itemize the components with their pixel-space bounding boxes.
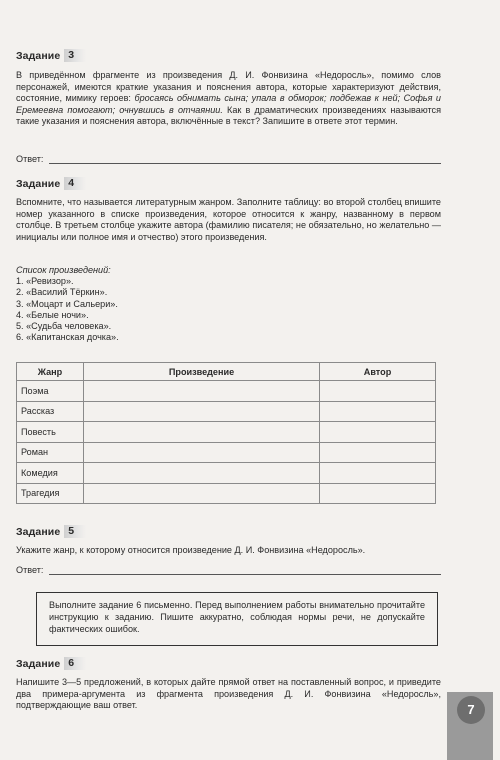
task-3-answer-line[interactable]: [49, 154, 441, 164]
genre-cell: Трагедия: [17, 483, 84, 504]
author-cell[interactable]: [320, 483, 436, 504]
list-item: 6. «Капитанская дочка».: [16, 332, 119, 343]
table-row: [17, 483, 436, 504]
author-cell[interactable]: [320, 442, 436, 463]
task-5-label: Задание: [16, 525, 61, 538]
table-row: [17, 442, 436, 463]
task-6-number: 6: [64, 657, 86, 670]
task-3-text-a: В приведённом фрагменте из произведения Д. И. Фонвизина «Недоросль», помимо слов персонажей, имеются краткие указания и пояснения автора, которые характеризуют действия, состояние, мимику героев:: [16, 70, 441, 104]
list-item: 3. «Моцарт и Сальери».: [16, 298, 118, 309]
task-3-text-b: Как в драматических произведениях называются такие указания и пояснения автора, включённые в текст? Запишите в ответе этот термин.: [16, 104, 441, 127]
table-row: [17, 422, 436, 443]
task-5-text: Укажите жанр, к которому относится произведение Д. И. Фонвизина «Недоросль».: [16, 545, 366, 555]
page-number: 7: [457, 696, 485, 724]
genre-cell: Комедия: [17, 463, 84, 484]
table-row: [17, 463, 436, 484]
task-4-heading: [16, 177, 86, 190]
genre-cell: Повесть: [17, 422, 84, 443]
table-header-row: [17, 363, 436, 381]
works-list: [16, 265, 119, 343]
list-item: 2. «Василий Тёркин».: [16, 287, 108, 298]
work-cell[interactable]: [84, 442, 320, 463]
task-4-number: 4: [64, 177, 86, 190]
page-number-badge: [447, 692, 493, 760]
list-item: 4. «Белые ночи».: [16, 309, 89, 320]
author-cell[interactable]: [320, 422, 436, 443]
genre-cell: Рассказ: [17, 401, 84, 422]
list-item: 5. «Судьба человека».: [16, 321, 112, 332]
author-cell[interactable]: [320, 401, 436, 422]
task-5-heading: [16, 525, 86, 538]
author-cell[interactable]: [320, 463, 436, 484]
task-3-text-italic: бросаясь обнимать сына; упала в обморок; подбежав к ней; Софья и Еремеевна помогают; очнувшись в отчаянии.: [16, 93, 441, 115]
task-3-text: [16, 70, 441, 128]
task-3-label: Задание: [16, 49, 61, 62]
task-6-heading: [16, 657, 86, 670]
task-3-number: 3: [64, 49, 86, 62]
header-work: Произведение: [84, 363, 320, 381]
task-5-number: 5: [64, 525, 86, 538]
task-6-label: Задание: [16, 657, 61, 670]
task-3-heading: [16, 49, 86, 62]
work-cell[interactable]: [84, 381, 320, 402]
list-item: 1. «Ревизор».: [16, 276, 74, 287]
author-cell[interactable]: [320, 381, 436, 402]
works-list-title: Список произведений:: [16, 265, 111, 275]
task-4-label: Задание: [16, 177, 61, 190]
work-cell[interactable]: [84, 463, 320, 484]
work-cell[interactable]: [84, 422, 320, 443]
task-5-answer-line[interactable]: [49, 565, 441, 575]
genre-cell: Поэма: [17, 381, 84, 402]
work-cell[interactable]: [84, 483, 320, 504]
task-5-answer-label: Ответ:: [16, 565, 44, 575]
table-row: [17, 381, 436, 402]
header-genre: Жанр: [17, 363, 84, 381]
genre-cell: Роман: [17, 442, 84, 463]
work-cell[interactable]: [84, 401, 320, 422]
table-row: [17, 401, 436, 422]
header-author: Автор: [320, 363, 436, 381]
instruction-box: Выполните задание 6 письменно. Перед выполнением работы внимательно прочитайте инструкцию к заданию. Пишите аккуратно, соблюдая нормы речи, не допускайте фактических ошибок.: [36, 592, 438, 646]
task-6-text: Напишите 3—5 предложений, в которых дайте прямой ответ на поставленный вопрос, и приведите два примера-аргумента из фрагмента произведения Д. И. Фонвизина «Недоросль», подтверждающие ваш ответ.: [16, 677, 441, 711]
genre-table: [16, 362, 436, 504]
task-4-text: Вспомните, что называется литературным жанром. Заполните таблицу: во второй столбец впишите номер указанного в списке произведения, которое относится к жанру, названному в первом столбце. В третьем столбце укажите автора (фамилию писателя; не обязательно, но желательно — инициалы или полное имя и отчество) этого произведения.: [16, 197, 441, 242]
task-5-answer-field[interactable]: [16, 565, 441, 575]
task-3-answer-label: Ответ:: [16, 154, 44, 164]
task-3-answer-field[interactable]: [16, 154, 441, 164]
